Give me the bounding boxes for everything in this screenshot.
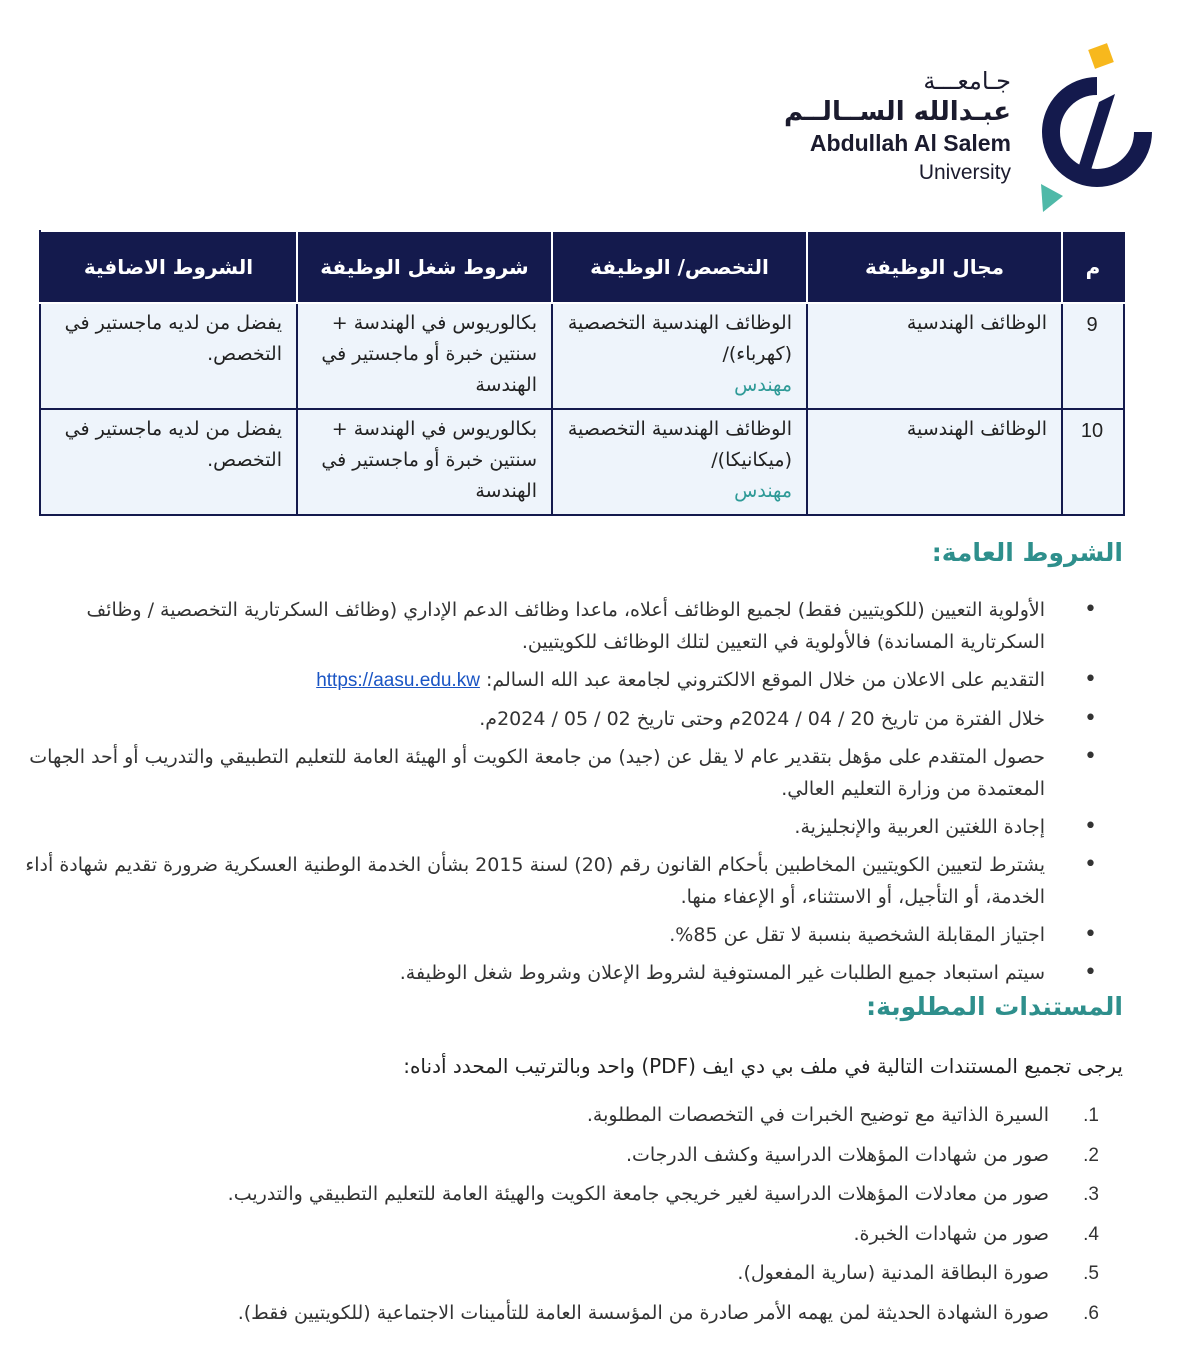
brand-text xyxy=(784,66,1011,188)
header-additional: الشروط الاضافية xyxy=(40,231,297,303)
row-job-field: الوظائف الهندسية xyxy=(807,409,1062,515)
list-item: • خلال الفترة من تاريخ 20 / 04 / 2024م وحتى تاريخ 02 / 05 / 2024م. xyxy=(17,703,1097,735)
list-item-number: 5. xyxy=(1083,1263,1099,1285)
list-item-number: 6. xyxy=(1083,1302,1099,1324)
brand-arabic-line2: عبـدالله الســالــم xyxy=(784,97,1011,127)
list-item-number: 1. xyxy=(1083,1105,1099,1126)
required-documents-title: المستندات المطلوبة: xyxy=(866,992,1123,1021)
row-specialty-text: الوظائف الهندسية التخصصية (ميكانيكا)/ xyxy=(567,418,792,471)
list-item xyxy=(43,1175,1123,1215)
list-item-number: 3. xyxy=(1083,1184,1099,1206)
list-item: • إجادة اللغتين العربية والإنجليزية. xyxy=(17,811,1097,843)
header-requirements: شروط شغل الوظيفة xyxy=(297,231,552,303)
row-requirements: بكالوريوس في الهندسة + سنتين خبرة أو ماجستير في الهندسة xyxy=(297,303,552,409)
brand-english-line2: University xyxy=(918,161,1011,184)
list-item: • الأولوية التعيين (للكويتيين فقط) لجميع الوظائف أعلاه، ماعدا وظائف الدعم الإداري (وظائف السكرتارية التخصصية / وظائف السكرتارية المساندة) فالأولوية في التعيين لتلك الوظائف للكويتيين. xyxy=(17,594,1097,658)
row-specialty xyxy=(552,303,807,409)
row-additional: يفضل من لديه ماجستير في التخصص. xyxy=(40,409,297,515)
list-item: • حصول المتقدم على مؤهل بتقدير عام لا يقل عن (جيد) من جامعة الكويت أو الهيئة العامة للتعليم التطبيقي والتدريب أو أحد الجهات المعتمدة من وزارة التعليم العالي. xyxy=(17,741,1097,805)
header-job-field: مجال الوظيفة xyxy=(807,231,1062,303)
brand-arabic-line1: جـامعـــة xyxy=(923,67,1011,95)
row-specialty xyxy=(552,409,807,515)
documents-list xyxy=(43,1096,1123,1334)
row-specialty-text: الوظائف الهندسية التخصصية (كهرباء)/ xyxy=(567,312,792,365)
row-specialty-title: مهندس xyxy=(734,374,792,396)
table-row xyxy=(40,303,1124,409)
row-additional: يفضل من لديه ماجستير في التخصص. xyxy=(40,303,297,409)
list-item-text: صور من معادلات المؤهلات الدراسية لغير خريجي جامعة الكويت والهيئة العامة للتعليم التطبيقي والتدريب. xyxy=(227,1183,1049,1206)
list-item-text: التقديم على الاعلان من خلال الموقع الالكتروني لجامعة عبد الله السالم: xyxy=(485,669,1045,691)
table-row xyxy=(40,409,1124,515)
header-specialty: التخصص/ الوظيفة xyxy=(552,231,807,303)
list-item-number: 4. xyxy=(1083,1223,1099,1245)
table-header-row xyxy=(40,231,1124,303)
row-job-field: الوظائف الهندسية xyxy=(807,303,1062,409)
list-item xyxy=(43,1215,1123,1255)
list-item-text: صور من شهادات المؤهلات الدراسية وكشف الدرجات. xyxy=(625,1143,1049,1166)
header-number: م xyxy=(1062,231,1124,303)
list-item-text: صور من شهادات الخبرة. xyxy=(853,1222,1049,1245)
list-item xyxy=(43,1294,1123,1334)
university-brand xyxy=(784,42,1157,212)
brand-english-line1: Abdullah Al Salem xyxy=(809,130,1011,156)
general-conditions-title: الشروط العامة: xyxy=(931,538,1123,567)
list-item: • يشترط لتعيين الكويتيين المخاطبين بأحكام القانون رقم (20) لسنة 2015 بشأن الخدمة الوطنية العسكرية ضرورة تقديم شهادة أداء الخدمة، أو التأجيل، أو الاستثناء، أو الإعفاء منها. xyxy=(17,849,1097,913)
row-number: 10 xyxy=(1062,409,1124,515)
row-requirements: بكالوريوس في الهندسة + سنتين خبرة أو ماجستير في الهندسة xyxy=(297,409,552,515)
jobs-table xyxy=(39,230,1125,516)
list-item xyxy=(43,1254,1123,1294)
row-specialty-title: مهندس xyxy=(734,480,792,502)
documents-intro: يرجى تجميع المستندات التالية في ملف بي دي ايف (PDF) واحد وبالترتيب المحدد أدناه: xyxy=(403,1054,1123,1078)
list-item: • اجتياز المقابلة الشخصية بنسبة لا تقل عن 85%. xyxy=(17,919,1097,951)
list-item-text: السيرة الذاتية مع توضيح الخبرات في التخصصات المطلوبة. xyxy=(586,1104,1049,1126)
university-logo-icon xyxy=(1037,42,1157,212)
list-item xyxy=(17,664,1097,697)
general-conditions-list xyxy=(17,594,1123,995)
list-item-text: صورة الشهادة الحديثة لمن يهمه الأمر صادرة من المؤسسة العامة للتأمينات الاجتماعية (للكويتيين فقط). xyxy=(237,1301,1049,1324)
list-item-number: 2. xyxy=(1083,1144,1099,1166)
list-item: • سيتم استبعاد جميع الطلبات غير المستوفية لشروط الإعلان وشروط شغل الوظيفة. xyxy=(17,957,1097,989)
row-number: 9 xyxy=(1062,303,1124,409)
website-link[interactable]: https://aasu.edu.kw xyxy=(316,670,480,691)
list-item-text: صورة البطاقة المدنية (سارية المفعول). xyxy=(737,1262,1049,1285)
list-item xyxy=(43,1136,1123,1176)
list-item xyxy=(43,1096,1123,1136)
